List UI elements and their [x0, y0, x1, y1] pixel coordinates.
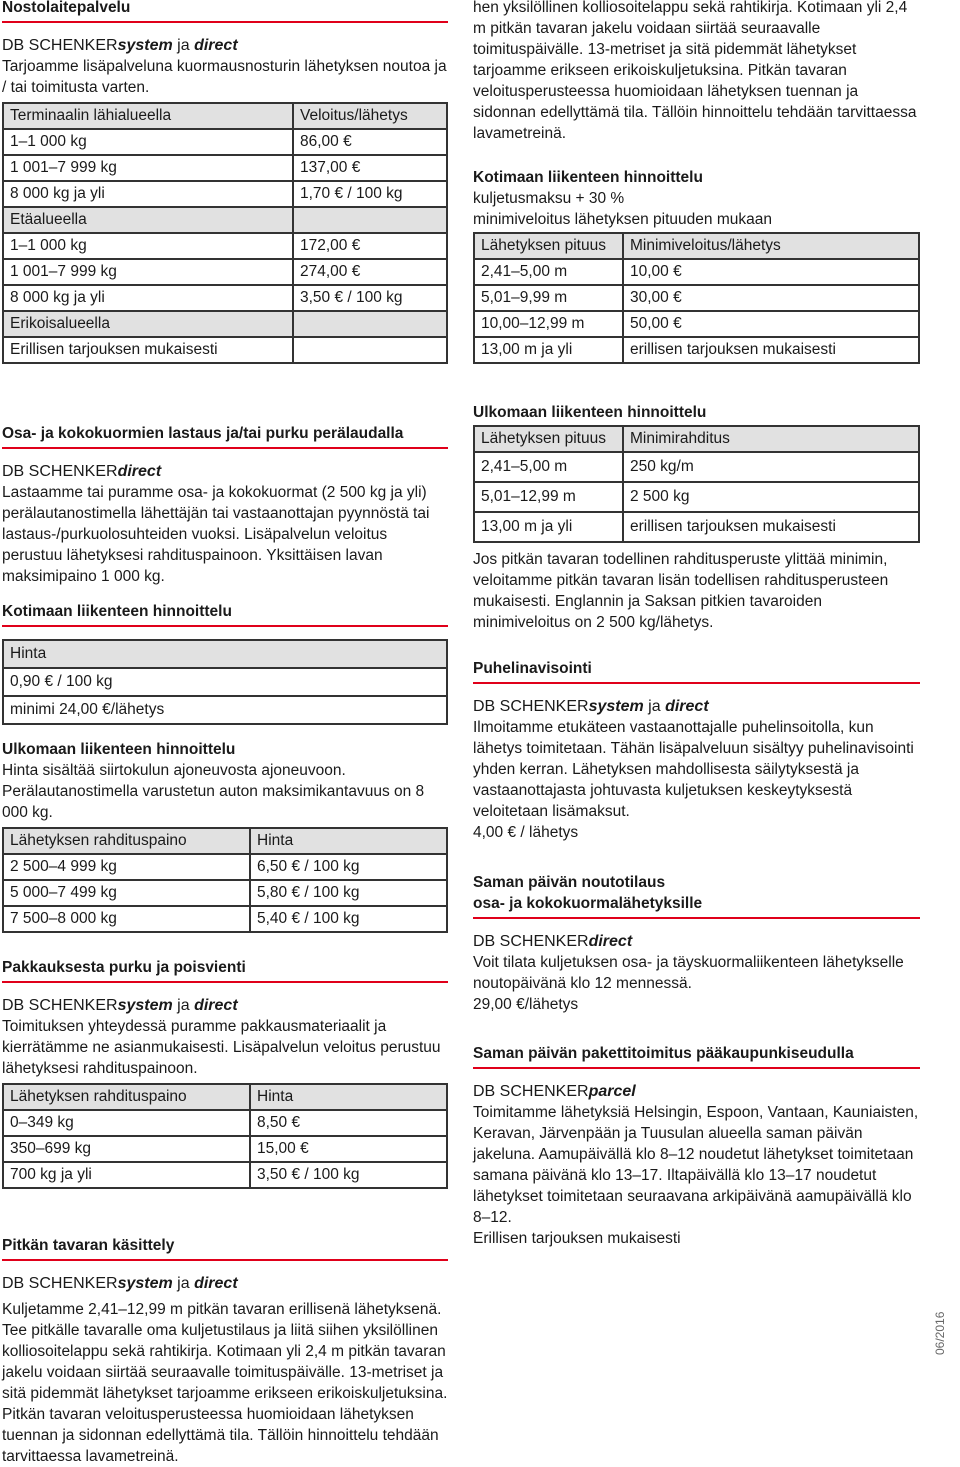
- table-row: [3, 311, 447, 337]
- table-row: [3, 906, 447, 932]
- table-cell: 5,40 € / 100 kg: [250, 906, 447, 932]
- section-text: Hinta sisältää siirtokulun ajoneuvosta ajoneuvoon. Perälautanostimella varustetun auton maksimikantavuus on 8 000 kg.: [2, 762, 425, 821]
- table-row: [3, 103, 447, 129]
- table-row: [3, 1162, 447, 1188]
- section-puhelinavisointi: [473, 658, 920, 843]
- table-row: [3, 285, 447, 311]
- table-cell: 172,00 €: [293, 233, 447, 259]
- brand-system: system: [588, 698, 644, 715]
- table-cell: Lähetyksen rahdituspaino: [3, 1084, 250, 1110]
- section-text: Lastaamme tai puramme osa- ja kokokuormat (2 500 kg ja yli) perälautanostimella lähettäjän tai vastaanottajan pyynnöstä tai lastaus-/purkuolosuhteiden vuoksi. Lisäpalvelun veloitus perustuu lähetyksesi rahdituspainoon. Yksittäisen lavan maksimipaino 1 000 kg.: [2, 484, 430, 585]
- section-pakkaus: [2, 957, 448, 1189]
- table-cell: 2 500–4 999 kg: [3, 854, 250, 880]
- brand-system: system: [117, 37, 173, 54]
- brand-direct: direct: [194, 1275, 238, 1292]
- table-cell: 86,00 €: [293, 129, 447, 155]
- table-row: [3, 129, 447, 155]
- table-cell: 8,50 €: [250, 1110, 447, 1136]
- price-table: [473, 232, 920, 364]
- section-peralauta: [2, 423, 448, 933]
- table-cell: 0,90 € / 100 kg: [3, 668, 447, 696]
- section-title: Pakkauksesta purku ja poisvienti: [2, 957, 448, 983]
- section-text: Tarjoamme lisäpalveluna kuormausnosturin lähetyksen noutoa ja / tai toimitusta varten.: [2, 58, 447, 96]
- table-cell: 10,00 €: [623, 259, 919, 285]
- table-cell: 5,01–9,99 m: [474, 285, 623, 311]
- table-cell: 7 500–8 000 kg: [3, 906, 250, 932]
- brand-prefix: DB SCHENKER: [2, 463, 118, 480]
- table-row: [3, 1110, 447, 1136]
- pitka-text-part2: [473, 0, 920, 147]
- table-row: [3, 337, 447, 363]
- table-cell: 13,00 m ja yli: [474, 337, 623, 363]
- kotimaa-line2: minimiveloitus lähetyksen pituuden mukaan: [473, 211, 772, 228]
- table-cell: 5,80 € / 100 kg: [250, 880, 447, 906]
- table-cell: minimi 24,00 €/lähetys: [3, 696, 447, 724]
- brand-line: [2, 995, 448, 1016]
- table-cell: 6,50 € / 100 kg: [250, 854, 447, 880]
- brand-prefix: DB SCHENKER: [473, 933, 589, 950]
- table-cell: 5,01–12,99 m: [474, 482, 623, 512]
- price-text: 4,00 € / lähetys: [473, 824, 579, 841]
- note-text: Erillisen tarjouksen mukaisesti: [473, 1230, 681, 1247]
- table-row: [3, 207, 447, 233]
- table-cell: 3,50 € / 100 kg: [293, 285, 447, 311]
- table-row: [474, 426, 919, 452]
- brand-line: [2, 1273, 448, 1294]
- table-row: [3, 259, 447, 285]
- section-pitka-ulkomaa: [473, 402, 920, 633]
- brand-direct: direct: [665, 698, 709, 715]
- brand-ja: ja: [172, 37, 195, 54]
- section-text: hen yksilöllinen kolliosoitelappu sekä rahtikirja. Kotimaan yli 2,4 m pitkän tavaran jakelu voidaan siirtää seuraavalle toimituspäivälle. 13-metriset ja sitä pidemmät lähetykset tarjoamme erikseen erikoiskuljetuksina. Pitkän tavaran veloitusperusteessa huomioidaan lähetyksen tuennan ja sidonnan edellyttämä tila. Tällöin hinnoittelu tehdään tarvittaessa lavametreinä.: [473, 0, 917, 142]
- table-cell: 700 kg ja yli: [3, 1162, 250, 1188]
- section-nostolaitepalvelu: [2, 0, 448, 364]
- table-row: [474, 259, 919, 285]
- table-cell: Erillisen tarjouksen mukaisesti: [3, 337, 293, 363]
- section-title: Saman päivän pakettitoimitus pääkaupunkiseudulla: [473, 1043, 920, 1069]
- price-table: [2, 1083, 448, 1189]
- table-cell: 0–349 kg: [3, 1110, 250, 1136]
- table-cell: 350–699 kg: [3, 1136, 250, 1162]
- brand-line: [473, 931, 920, 952]
- table-cell: 8 000 kg ja yli: [3, 181, 293, 207]
- table-cell: Lähetyksen pituus: [474, 233, 623, 259]
- section-title-line1: Saman päivän noutotilaus: [473, 874, 666, 891]
- table-cell: 1–1 000 kg: [3, 233, 293, 259]
- table-cell: 137,00 €: [293, 155, 447, 181]
- table-cell: 13,00 m ja yli: [474, 512, 623, 542]
- brand-ja: ja: [172, 1275, 195, 1292]
- section-saman-paivan-paketti: [473, 1043, 920, 1249]
- section-text: Ilmoitamme etukäteen vastaanottajalle puhelinsoitolla, kun lähetys toimitetaan. Tähän lisäpalveluun sisältyy puhelinavisointi yhden kerran. Lähetyksen mahdollisesta säilytyksestä ja vastaanottajasta johtuvasta kuljetuksen keskeytyksestä veloitetaan lisämaksut.: [473, 719, 914, 820]
- brand-direct: direct: [117, 463, 162, 480]
- table-cell: [293, 207, 447, 233]
- table-cell: 250 kg/m: [623, 452, 919, 482]
- table-cell: Lähetyksen pituus: [474, 426, 623, 452]
- brand-line: [473, 1081, 920, 1102]
- section-text: Toimituksen yhteydessä puramme pakkausmateriaalit ja kierrätämme ne asianmukaisesti. Lisäpalvelun veloitus perustuu lähetyksesi rahdituspainoon.: [2, 1018, 441, 1077]
- table-cell: 2,41–5,00 m: [474, 452, 623, 482]
- price-table: [2, 102, 448, 364]
- table-cell: [293, 337, 447, 363]
- section-title: Osa- ja kokokuormien lastaus ja/tai purku perälaudalla: [2, 423, 448, 449]
- brand-line: [473, 696, 920, 717]
- table-cell: 5 000–7 499 kg: [3, 880, 250, 906]
- table-row: [3, 668, 447, 696]
- subsection-title: Ulkomaan liikenteen hinnoittelu: [2, 741, 236, 758]
- section-text: Toimitamme lähetyksiä Helsingin, Espoon, Vantaan, Kauniaisten, Keravan, Järvenpään ja Tuusulan alueella saman päivän jakeluna. Aamupäivällä klo 8–12 noudetut lähetykset toimitetaan samana päivänä klo 13–17. Iltapäivällä klo 13–17 noudetut lähetykset toimitetaan seuraavana arkipäivänä aamupäivällä klo 8–12.: [473, 1104, 919, 1226]
- table-cell: 2 500 kg: [623, 482, 919, 512]
- subsection-title: Kotimaan liikenteen hinnoittelu: [2, 601, 448, 627]
- table-row: [474, 311, 919, 337]
- price-table: [2, 639, 448, 725]
- table-row: [3, 233, 447, 259]
- brand-ja: ja: [172, 997, 195, 1014]
- date-label: 06/2016: [933, 1311, 947, 1355]
- table-cell: 30,00 €: [623, 285, 919, 311]
- price-table: [2, 827, 448, 933]
- section-text: Voit tilata kuljetuksen osa- ja täyskuormaliikenteen lähetykselle noutopäivänä klo 12 mennessä.: [473, 954, 904, 992]
- kotimaa-line1: kuljetusmaksu + 30 %: [473, 190, 625, 207]
- table-cell: Lähetyksen rahdituspaino: [3, 828, 250, 854]
- brand-prefix: DB SCHENKER: [2, 997, 118, 1014]
- brand-prefix: DB SCHENKER: [2, 1275, 118, 1292]
- table-cell: 1 001–7 999 kg: [3, 259, 293, 285]
- brand-line: [2, 35, 448, 56]
- brand-system: system: [117, 1275, 173, 1292]
- table-cell: Hinta: [3, 640, 447, 668]
- section-text: Jos pitkän tavaran todellinen rahditusperuste ylittää minimin, veloitamme pitkän tavaran lisän todellisen rahditusperusteen mukaisesti. Englannin ja Saksan pitkien tavaroiden minimiveloitus on 2 500 kg/lähetys.: [473, 551, 889, 631]
- brand-prefix: DB SCHENKER: [473, 1083, 589, 1100]
- price-table: [473, 425, 920, 543]
- table-row: [3, 696, 447, 724]
- table-cell: erillisen tarjouksen mukaisesti: [623, 512, 919, 542]
- table-row: [474, 337, 919, 363]
- brand-direct: direct: [194, 37, 238, 54]
- section-pitka-kotimaa: [473, 167, 920, 364]
- table-row: [3, 640, 447, 668]
- table-cell: 1 001–7 999 kg: [3, 155, 293, 181]
- brand-prefix: DB SCHENKER: [473, 698, 589, 715]
- pitka-text-part1: [2, 1299, 448, 1465]
- table-cell: 50,00 €: [623, 311, 919, 337]
- table-cell: 8 000 kg ja yli: [3, 285, 293, 311]
- table-cell: 15,00 €: [250, 1136, 447, 1162]
- brand-ja: ja: [643, 698, 666, 715]
- table-cell: 10,00–12,99 m: [474, 311, 623, 337]
- table-cell: 1,70 € / 100 kg: [293, 181, 447, 207]
- table-cell: 2,41–5,00 m: [474, 259, 623, 285]
- table-row: [3, 828, 447, 854]
- table-cell: erillisen tarjouksen mukaisesti: [623, 337, 919, 363]
- brand-line: [2, 461, 448, 482]
- brand-parcel: parcel: [588, 1083, 636, 1100]
- table-row: [474, 482, 919, 512]
- section-text: Kuljetamme 2,41–12,99 m pitkän tavaran erillisenä lähetyksenä. Tee pitkälle tavaralle oma kuljetustilaus ja liitä siihen yksilöllinen kolliosoitelappu sekä rahtikirja. Kotimaan yli 2,4 m pitkän tavaran jakelu voidaan siirtää seuraavalle toimituspäivälle. 13-metriset ja sitä pidemmät lähetykset tarjoamme erikseen erikoiskuljetuksina. Pitkän tavaran veloitusperusteessa huomioidaan lähetyksen tuennan ja sidonnan edellyttämä tila. Tällöin hinnoittelu tehdään tarvittaessa lavametreinä.: [2, 1301, 448, 1465]
- table-cell: 3,50 € / 100 kg: [250, 1162, 447, 1188]
- table-cell: Veloitus/lähetys: [293, 103, 447, 129]
- table-cell: Etäalueella: [3, 207, 293, 233]
- brand-system: system: [117, 997, 173, 1014]
- table-row: [474, 512, 919, 542]
- section-pitka-tavara: [2, 1235, 448, 1294]
- table-row: [3, 181, 447, 207]
- table-cell: Terminaalin lähialueella: [3, 103, 293, 129]
- brand-direct: direct: [588, 933, 633, 950]
- brand-prefix: DB SCHENKER: [2, 37, 118, 54]
- section-title: Nostolaitepalvelu: [2, 0, 448, 23]
- table-cell: Hinta: [250, 828, 447, 854]
- table-cell: [293, 311, 447, 337]
- table-row: [3, 1136, 447, 1162]
- table-row: [3, 155, 447, 181]
- price-text: 29,00 €/lähetys: [473, 996, 579, 1013]
- section-saman-paivan-nouto: [473, 872, 920, 1015]
- table-row: [3, 1084, 447, 1110]
- subsection-title: Kotimaan liikenteen hinnoittelu: [473, 169, 703, 186]
- table-cell: 1–1 000 kg: [3, 129, 293, 155]
- table-row: [474, 285, 919, 311]
- subsection-title: Ulkomaan liikenteen hinnoittelu: [473, 404, 707, 421]
- table-row: [474, 452, 919, 482]
- table-row: [474, 233, 919, 259]
- table-row: [3, 880, 447, 906]
- table-row: [3, 854, 447, 880]
- table-cell: 274,00 €: [293, 259, 447, 285]
- section-title: Pitkän tavaran käsittely: [2, 1235, 448, 1261]
- table-cell: Hinta: [250, 1084, 447, 1110]
- table-cell: Erikoisalueella: [3, 311, 293, 337]
- brand-direct: direct: [194, 997, 238, 1014]
- table-cell: Minimiveloitus/lähetys: [623, 233, 919, 259]
- section-title: Puhelinavisointi: [473, 658, 920, 684]
- table-cell: Minimirahditus: [623, 426, 919, 452]
- section-title-line2: osa- ja kokokuormalähetyksille: [473, 893, 920, 919]
